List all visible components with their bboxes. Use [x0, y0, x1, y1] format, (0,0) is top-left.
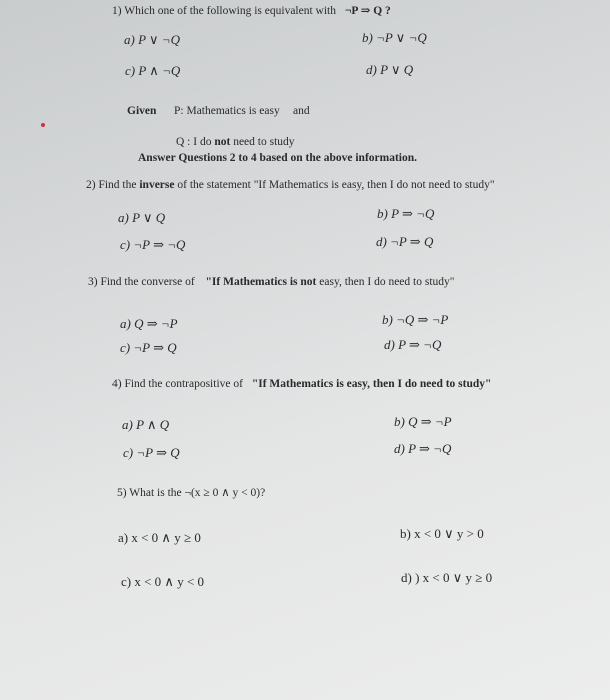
q3-option-b: b) ¬Q ⇒ ¬P: [382, 312, 449, 327]
q1-option-c: c) P ∧ ¬Q: [125, 63, 181, 78]
given-and: and: [293, 105, 310, 117]
q2-option-a: a) P ∨ Q: [118, 210, 166, 225]
q1-option-d: d) P ∨ Q: [366, 62, 414, 77]
q4-option-d: d) P ⇒ ¬Q: [394, 441, 452, 456]
instruction: Answer Questions 2 to 4 based on the above information.: [138, 152, 417, 164]
red-mark: [41, 123, 45, 127]
q4-option-b: b) Q ⇒ ¬P: [394, 414, 452, 429]
q1-expression: ¬P ⇒ Q ?: [344, 5, 391, 17]
q5-option-a: a) x < 0 ∧ y ≥ 0: [118, 530, 201, 545]
q2-question: 2) Find the inverse of the statement "If Mathematics is easy, then I do not need to study": [86, 179, 495, 191]
q5-option-c: c) x < 0 ∧ y < 0: [121, 574, 205, 589]
given-q: Q : I do not need to study: [176, 136, 295, 148]
q2-option-d: d) ¬P ⇒ Q: [376, 234, 434, 249]
q3-option-c: c) ¬P ⇒ Q: [120, 340, 177, 355]
q5-option-b: b) x < 0 ∨ y > 0: [400, 526, 484, 541]
q2-option-b: b) P ⇒ ¬Q: [377, 206, 435, 221]
given-p: P: Mathematics is easy: [174, 105, 280, 117]
q3-question: 3) Find the converse of "If Mathematics is not easy, then I do need to study": [88, 276, 455, 288]
q3-option-d: d) P ⇒ ¬Q: [384, 337, 442, 352]
q4-question: 4) Find the contrapositive of "If Mathematics is easy, then I do need to study": [112, 378, 492, 390]
q5-question: 5) What is the ¬(x ≥ 0 ∧ y < 0)?: [117, 487, 266, 499]
q1-option-b: b) ¬P ∨ ¬Q: [362, 30, 427, 45]
q5-option-d: d) ) x < 0 ∨ y ≥ 0: [401, 570, 493, 585]
given-label: Given: [127, 105, 157, 117]
q2-option-c: c) ¬P ⇒ ¬Q: [120, 237, 186, 252]
q3-option-a: a) Q ⇒ ¬P: [120, 316, 178, 331]
q1-option-a: a) P ∨ ¬Q: [124, 32, 180, 47]
q4-option-c: c) ¬P ⇒ Q: [123, 445, 180, 460]
q1-question: 1) Which one of the following is equivalent with ¬P ⇒ Q ?: [112, 5, 391, 17]
q4-option-a: a) P ∧ Q: [122, 417, 170, 432]
